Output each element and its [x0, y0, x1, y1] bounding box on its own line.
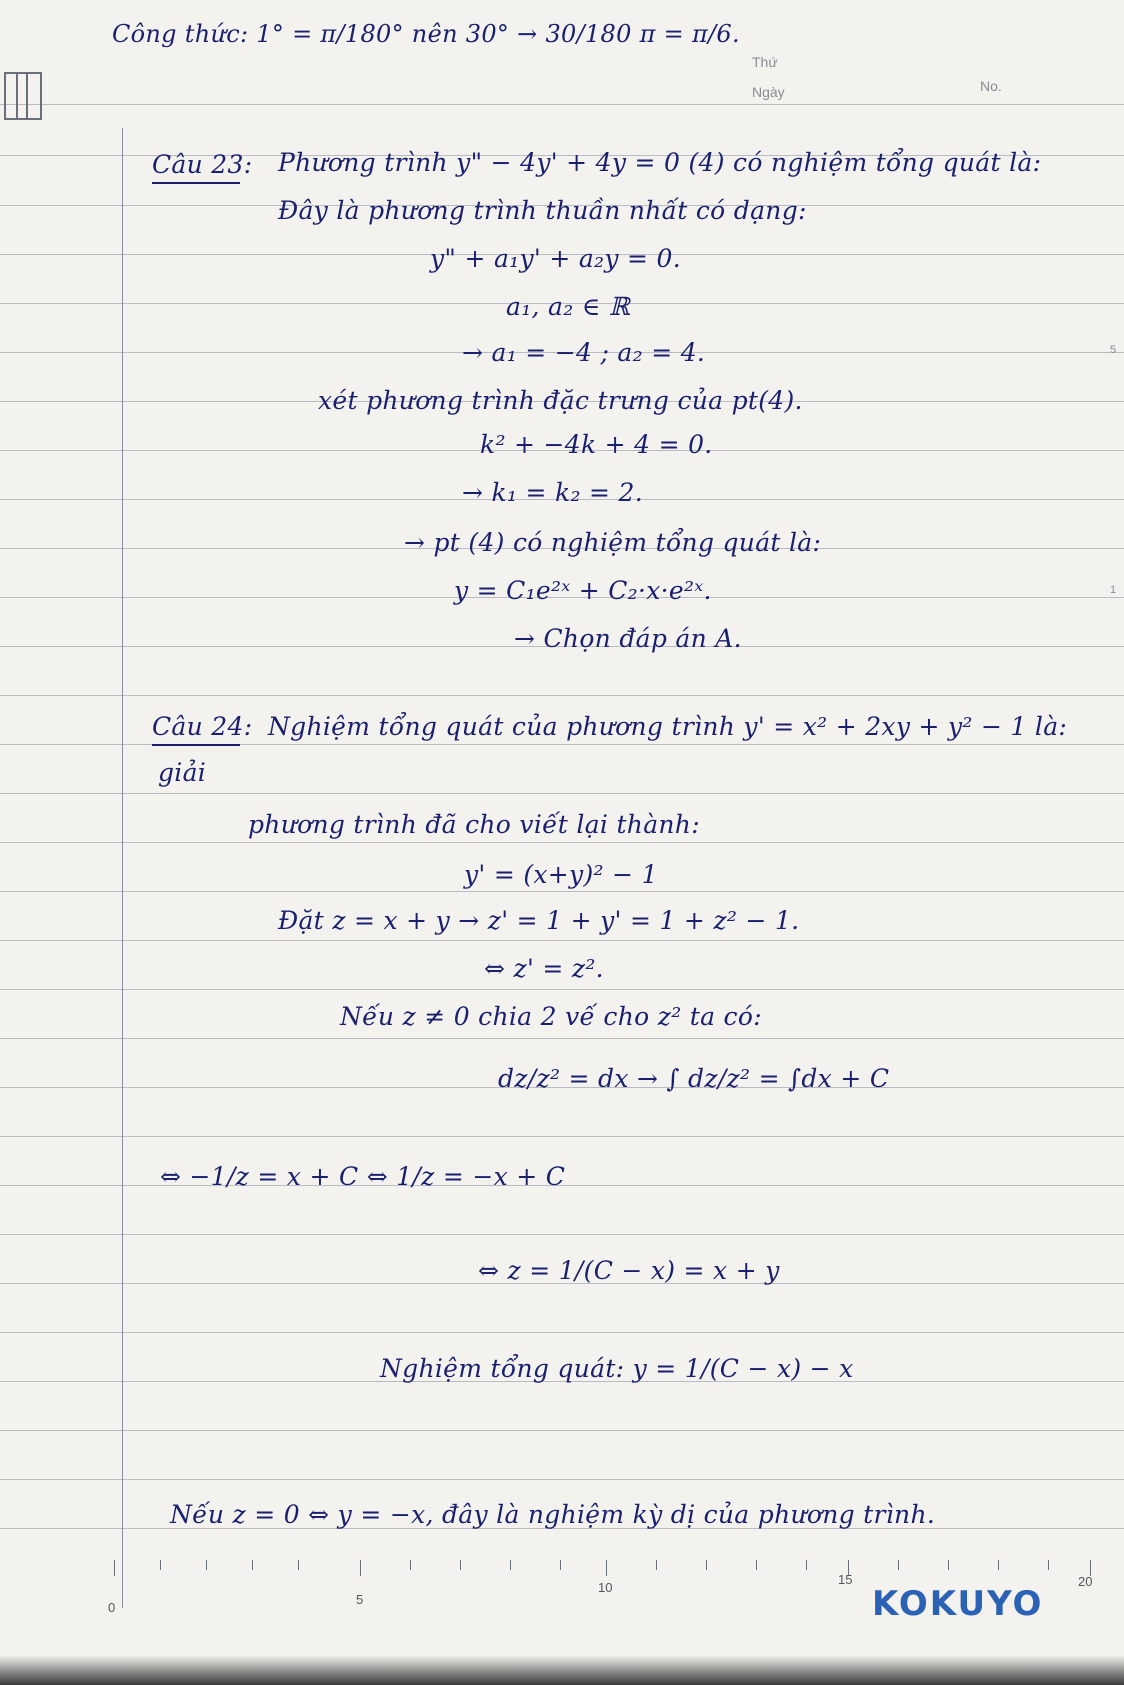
formula-note: Công thức: 1° = π/180° nên 30° → 30/180 π = π/6. — [112, 20, 740, 48]
question-label-24: Câu 24: — [152, 712, 253, 741]
cau23-line: k² + −4k + 4 = 0. — [480, 430, 713, 459]
cau23-line: → Chọn đáp án A. — [514, 624, 742, 653]
cau23-line: a₁, a₂ ∈ ℝ — [506, 292, 630, 321]
ruler-tick — [160, 1560, 161, 1570]
ruler-tick — [606, 1560, 607, 1576]
cau24-line: Nếu z ≠ 0 chia 2 vế cho z² ta có: — [340, 1002, 762, 1031]
rule-line — [0, 104, 1124, 105]
ruler-tick — [706, 1560, 707, 1570]
cau24-line: Nghiệm tổng quát của phương trình y' = x² + 2xy + y² − 1 là: — [268, 712, 1068, 741]
rule-line — [0, 1332, 1124, 1333]
cau23-line: → a₁ = −4 ; a₂ = 4. — [462, 338, 706, 367]
page-shadow — [0, 1635, 1124, 1685]
ruler-label: 10 — [598, 1580, 613, 1595]
ruler-tick — [948, 1560, 949, 1570]
binding-mark-icon — [4, 72, 42, 120]
ruler-label: 20 — [1078, 1574, 1093, 1589]
rule-line — [0, 1234, 1124, 1235]
ruler-tick — [560, 1560, 561, 1570]
cau24-line: ⇔ −1/z = x + C ⇔ 1/z = −x + C — [160, 1162, 566, 1191]
rule-line — [0, 989, 1124, 990]
rule-line — [0, 1136, 1124, 1137]
margin-mark: 5 — [1110, 344, 1117, 356]
rule-line — [0, 1430, 1124, 1431]
cau23-line: Đây là phương trình thuần nhất có dạng: — [278, 196, 807, 225]
cau24-line: Đặt z = x + y → z' = 1 + y' = 1 + z² − 1. — [278, 906, 800, 935]
ruler-tick — [410, 1560, 411, 1570]
thu-label: Thứ — [752, 54, 778, 70]
ruler-tick — [360, 1560, 361, 1576]
ruler-tick — [510, 1560, 511, 1570]
rule-line — [0, 793, 1124, 794]
cau24-line: dz/z² = dx → ∫ dz/z² = ∫dx + C — [498, 1064, 890, 1093]
ruler-tick — [998, 1560, 999, 1570]
cau24-line: ⇔ z' = z². — [484, 954, 604, 983]
ruler-tick — [298, 1560, 299, 1570]
no-label: No. — [980, 78, 1002, 94]
ruler-tick — [460, 1560, 461, 1570]
rule-line — [0, 1038, 1124, 1039]
ruler-tick — [206, 1560, 207, 1570]
cau24-line: Nghiệm tổng quát: y = 1/(C − x) − x — [380, 1354, 854, 1383]
cau24-line: y' = (x+y)² − 1 — [464, 860, 658, 889]
cau24-line: giải — [158, 758, 207, 787]
brand-logo: KOKUYO — [872, 1584, 1044, 1624]
cau23-line: y = C₁e²ˣ + C₂·x·e²ˣ. — [454, 576, 712, 605]
question-label-underline — [152, 744, 240, 746]
cau23-line: Phương trình y" − 4y' + 4y = 0 (4) có nghiệm tổng quát là: — [278, 148, 1042, 177]
ruler-label: 15 — [838, 1572, 853, 1587]
cau23-line: → k₁ = k₂ = 2. — [462, 478, 643, 507]
question-label-underline — [152, 182, 240, 184]
ruler-tick — [252, 1560, 253, 1570]
ruler-label: 0 — [108, 1600, 116, 1615]
question-label-23: Câu 23: — [152, 150, 253, 179]
rule-line — [0, 1479, 1124, 1480]
margin-mark: 1 — [1110, 584, 1117, 596]
cau23-line: y" + a₁y' + a₂y = 0. — [430, 244, 681, 273]
ruler-tick — [806, 1560, 807, 1570]
rule-line — [0, 695, 1124, 696]
ruler-label: 5 — [356, 1592, 364, 1607]
rule-line — [0, 940, 1124, 941]
cau23-line: → pt (4) có nghiệm tổng quát là: — [404, 528, 822, 557]
ruler-tick — [114, 1560, 115, 1576]
rule-line — [0, 842, 1124, 843]
cau24-line: Nếu z = 0 ⇔ y = −x, đây là nghiệm kỳ dị của phương trình. — [170, 1500, 936, 1529]
cau23-line: xét phương trình đặc trưng của pt(4). — [318, 386, 803, 415]
ruler-tick — [1048, 1560, 1049, 1570]
margin-line — [122, 128, 123, 1608]
ruler-tick — [898, 1560, 899, 1570]
rule-line — [0, 891, 1124, 892]
ruler-tick — [656, 1560, 657, 1570]
ruler-tick — [756, 1560, 757, 1570]
ngay-label: Ngày — [752, 84, 785, 100]
cau24-line: phương trình đã cho viết lại thành: — [248, 810, 700, 839]
cau24-line: ⇔ z = 1/(C − x) = x + y — [478, 1256, 780, 1285]
